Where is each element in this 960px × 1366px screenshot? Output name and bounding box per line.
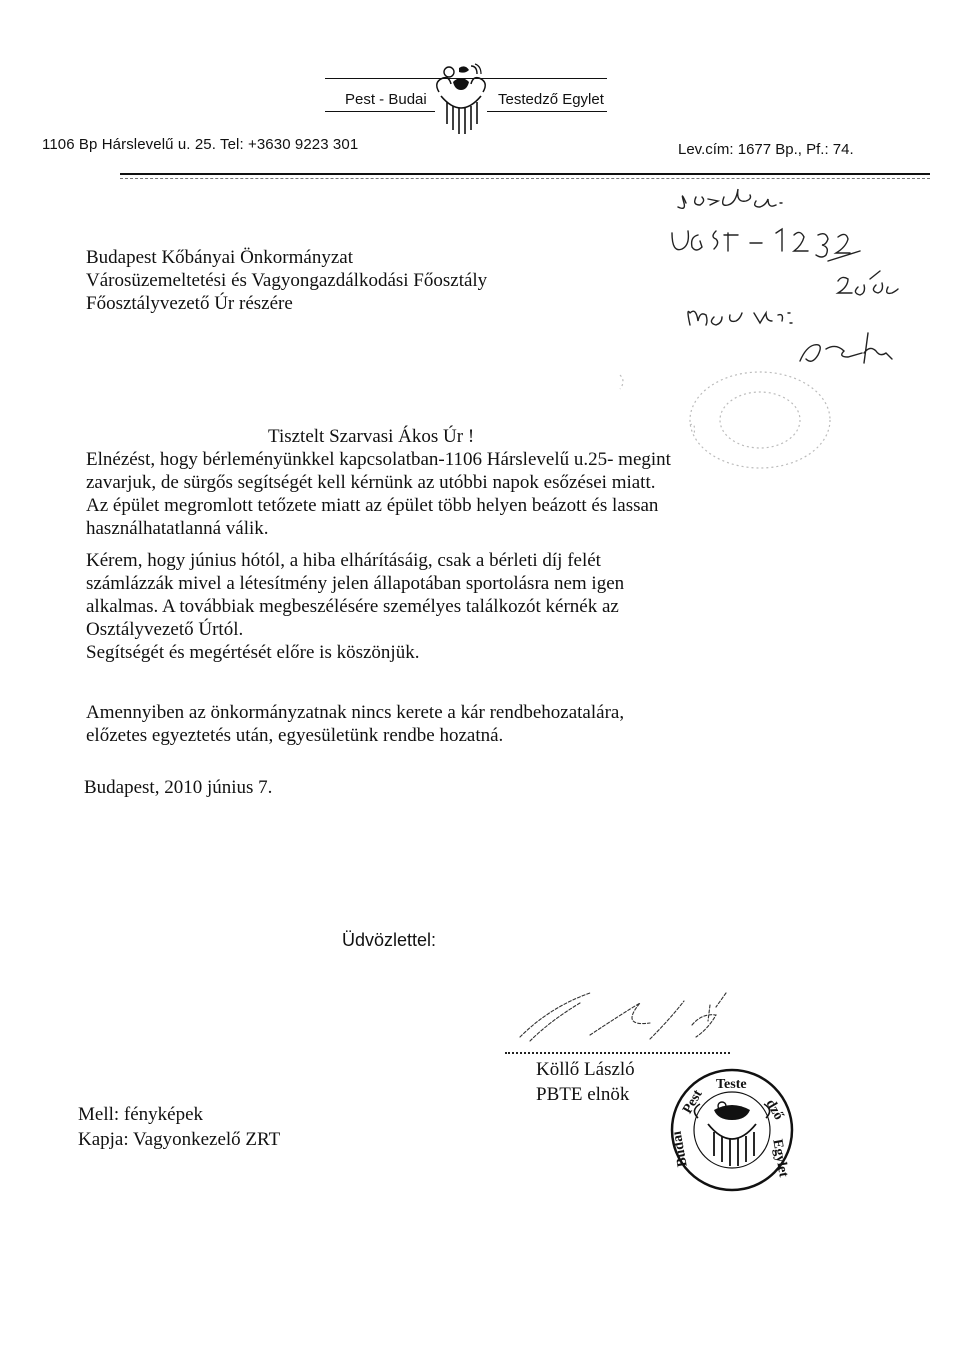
copy-to-note: Kapja: Vagyonkezelő ZRT bbox=[78, 1129, 281, 1150]
recipient-line: Városüzemeltetési és Vagyongazdálkodási Főosztály bbox=[86, 270, 488, 291]
paragraph-line: számlázzák mivel a létesítmény jelen állapotában sportolásra nem igen bbox=[86, 573, 625, 594]
club-logo-icon bbox=[425, 62, 497, 142]
recipient-line: Főosztályvezető Úr részére bbox=[86, 293, 293, 314]
signature-line bbox=[505, 1052, 730, 1054]
letterhead-postal-address: Lev.cím: 1677 Bp., Pf.: 74. bbox=[678, 141, 854, 158]
paragraph-3 bbox=[86, 701, 624, 747]
recipient-line: Budapest Kőbányai Önkormányzat bbox=[86, 247, 353, 268]
svg-text:dző: dző bbox=[762, 1097, 787, 1123]
attachment-note: Mell: fényképek bbox=[78, 1104, 204, 1125]
club-stamp-icon bbox=[668, 1066, 796, 1194]
letterhead-divider-faint bbox=[120, 178, 930, 179]
paragraph-line: Elnézést, hogy bérleményünkkel kapcsolatban-1106 Hárslevelű u.25- megint bbox=[86, 449, 671, 470]
svg-text:Budai: Budai bbox=[669, 1129, 691, 1168]
paragraph-line: Az épület megromlott tetőzete miatt az épület több helyen beázott és lassan bbox=[86, 495, 659, 516]
salutation: Tisztelt Szarvasi Ákos Úr ! bbox=[268, 426, 475, 447]
date-line: Budapest, 2010 június 7. bbox=[84, 777, 273, 798]
handwritten-signature bbox=[500, 985, 750, 1050]
paragraph-line: előzetes egyeztetés után, egyesületünk rendbe hozatná. bbox=[86, 725, 504, 746]
letterhead-org-name-right: Testedző Egylet bbox=[498, 91, 604, 108]
letterhead-org-name-left: Pest - Budai bbox=[345, 91, 427, 108]
paragraph-line: alkalmas. A továbbiak megbeszélésére személyes találkozót kérnék az bbox=[86, 596, 619, 617]
svg-text:Egylet: Egylet bbox=[769, 1138, 791, 1179]
closing-greeting: Üdvözlettel: bbox=[342, 930, 437, 950]
recipient-block bbox=[86, 246, 487, 315]
paragraph-line: zavarjuk, de sürgős segítségét kell kérnünk az utóbbi napok esőzései miatt. bbox=[86, 472, 656, 493]
paragraph-line: Osztályvezető Úrtól. bbox=[86, 619, 244, 640]
svg-text:Teste: Teste bbox=[716, 1077, 747, 1092]
handwritten-note-scribble bbox=[650, 183, 900, 368]
letterhead-address: 1106 Bp Hárslevelű u. 25. Tel: +3630 9223 301 bbox=[42, 136, 359, 153]
svg-text:Pest: Pest bbox=[680, 1087, 706, 1117]
paragraph-line: Segítségét és megértését előre is köszönjük. bbox=[86, 642, 420, 663]
paragraph-1 bbox=[86, 448, 671, 540]
signer-name: Köllő László bbox=[536, 1059, 635, 1080]
signer-title: PBTE elnök bbox=[536, 1084, 630, 1105]
paragraph-line: Kérem, hogy június hótól, a hiba elhárításáig, csak a bérleti díj felét bbox=[86, 550, 601, 571]
letterhead-divider bbox=[120, 173, 930, 175]
paragraph-line: Amennyiben az önkormányzatnak nincs kerete a kár rendbehozatalára, bbox=[86, 702, 625, 723]
paragraph-line: használhatatlanná válik. bbox=[86, 518, 269, 539]
paragraph-2 bbox=[86, 549, 624, 664]
